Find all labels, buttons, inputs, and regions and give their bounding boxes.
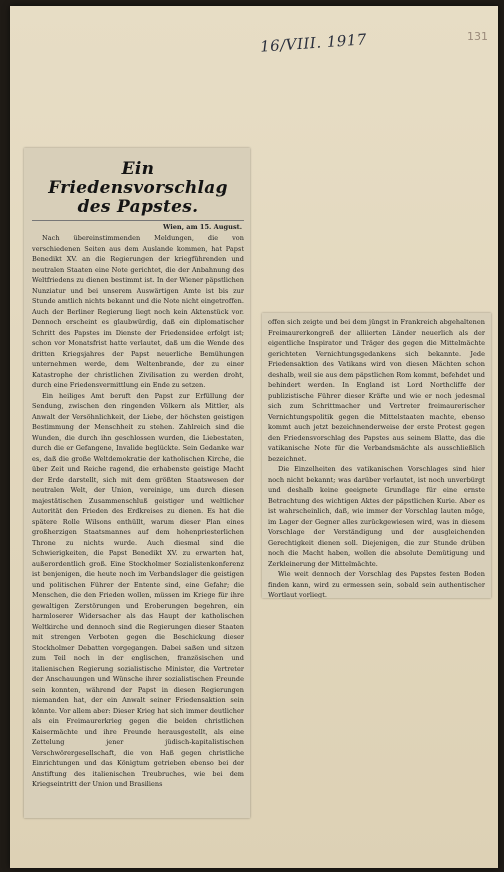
page-number: 131 — [467, 30, 488, 43]
article-body-left — [32, 233, 244, 790]
paragraph: Die Einzelheiten des vatikanischen Vorschlages sind hier noch nicht bekannt; was darüber verlautet, ist noch unverbürgt und deshalb keine geeignete Grundlage für eine ernste Betrachtung des wichtigen Aktes der päpstlichen Kurie. Aber es ist wahrscheinlich, daß, wie immer der Vorschlag lauten möge, im Lager der Gegner alles zurückgewiesen wird, was in diesem Vorschlage der Verständigung und der ausgleichenden Gerechtigkeit dienen soll. Diejenigen, die zur Stunde drüben noch die Macht haben, wollen die absolute Demütigung und Zerkleinerung der Mittelmächte. — [268, 465, 485, 568]
paragraph: Wie weit dennoch der Vorschlag des Papstes festen Boden finden kann, wird zu ermessen sein, sobald sein authentischer Wortlaut vorliegt. — [268, 570, 485, 598]
headline-line-2: des Papstes. — [77, 197, 199, 217]
article-headline — [32, 160, 244, 217]
paragraph: Nach übereinstimmenden Meldungen, die von verschiedenen Seiten aus dem Auslande kommen, hat Papst Benedikt XV. an die Regierungen der kriegführenden und neutralen Staaten eine Note gerichtet, die der Anbahnung des Weltfriedens zu dienen bestimmt ist. In der Wiener päpstlichen Nunziatur und bei unserem Auswärtigen Amte ist bis zur Stunde amtlich nichts bekannt und die Note nicht eingetroffen. Auch der Berliner Regierung liegt noch kein Aktenstück vor. Dennoch erscheint es glaubwürdig, daß ein diplomatischer Schritt des Papstes im Dienste der Friedensidee erfolgt ist; schon vor Monatsfrist hatte verlautet, daß um die Wende des dritten Kriegsjahres der Papst neuerliche Bemühungen unternehmen werde, dem Weltenbrande, der zu einer Katastrophe der christlichen Zivilisation zu werden droht, durch eine Friedensvermittlung ein Ende zu setzen. — [32, 234, 244, 389]
paragraph: Ein heiliges Amt beruft den Papst zur Erfüllung der Sendung, zwischen den ringenden Völkern als Mittler, als Anwalt der Versöhnlichkeit, der Liebe, der höchsten geistigen Bestimmung der Menschheit zu stehen. Zahlreich sind die Wunden, die durch ihn geschlossen wurden, die Liebestaten, durch die er Gefangene, Invalide beglückte. Sein Gedanke war es, daß die große Weltdemokratie der katholischen Kirche, die über Zeit und Reiche ragend, die erhabenste geistige Macht der Erde darstellt, sich mit dem größten Staatswesen der neutralen Welt, der Union, vereinige, um durch diesen majestätischen Zusammenschluß geistiger und weltlicher Autorität den Frieden des Erdkreises zu dienen. Es hat die spätere Rolle Wilsons enthüllt, warum dieser Plan eines großherzigen Staatsmannes auf dem hohenpriesterlichen Throne zu nichts wurde. Auch diesmal sind die Schwierigkeiten, die Papst Benedikt XV. zu erwarten hat, außerordentlich groß. Eine Stockholmer Sozialistenkonferenz ist benjenigen, die heute noch im Verbandslager die geistigen und politischen Führer der Entente sind, eine Gefahr; die Menschen, die den Frieden wollen, müssen im Kriege für ihre gewaltigen Zerstörungen und Eroberungen begehren, ein harmloserer Widersacher als das Haupt der katholischen Weltkirche und dennoch sind die Regierungen dieser Staaten mit strengen Verboten gegen die Beschickung dieser Stockholmer Debatten vorgegangen. Dabei saßen und sitzen zum Teil noch in der englischen, französischen und italienischen Regierung sozialistische Minister, die Vertreter der Anschauungen und Wünsche ihrer sozialistischen Freunde sein konnten, während der Papst in diesen Regierungen niemanden hat, der ein Anwalt seiner Friedensaktion sein könnte. Vor allem aber: Dieser Krieg hat sich immer deutlicher als ein Freimaurerkrieg gegen die beiden christlichen Kaisermächte und ihre Freunde herausgestellt, als eine Zettelung jener jüdisch-kapitalistischen Verschwörergesellschaft, die von Haß gegen christliche Einrichtungen und das Königtum getrieben ebenso bei der Anstiftung des italienischen Treubruches, wie bei dem Kriegseintritt der Union und Brasiliens — [32, 391, 244, 788]
handwritten-date: 16/VIII. 1917 — [259, 30, 368, 56]
article-body-right — [268, 317, 485, 598]
headline-line-1: Ein Friedensvorschlag — [48, 159, 228, 198]
article-dateline: Wien, am 15. August. — [162, 223, 242, 231]
newspaper-clipping-left — [24, 148, 250, 818]
paragraph: offen sich zeigte und bei dem jüngst in Frankreich abgehaltenen Freimaurerkongreß der alliierten Länder neuerlich als der eigentliche Inspirator und Träger des gegen die Mittelmächte gerichteten Vernichtungsgedankens sich bekannte. Jede Friedensaktion des Vatikans wird von diesen Mächten schon deshalb, weil sie aus dem päpstlichen Rom kommt, befehdet und behindert werden. In England ist Lord Northcliffe der publizistische Führer dieser Kräfte und wie er noch jedesmal sich zum Schrittmacher und Vertreter freimaurerischer Vernichtungspolitik gegen die Mittelstaaten machte, ebenso kommt auch jetzt bezeichnenderweise der erste Protest gegen den Friedensvorschlag des Papstes aus seinem Blatte, das die vatikanische Note für die Verbandsmächte als ausschließlich bezeichnet. — [268, 318, 485, 463]
headline-rule — [32, 220, 244, 221]
newspaper-clipping-right — [262, 313, 491, 598]
